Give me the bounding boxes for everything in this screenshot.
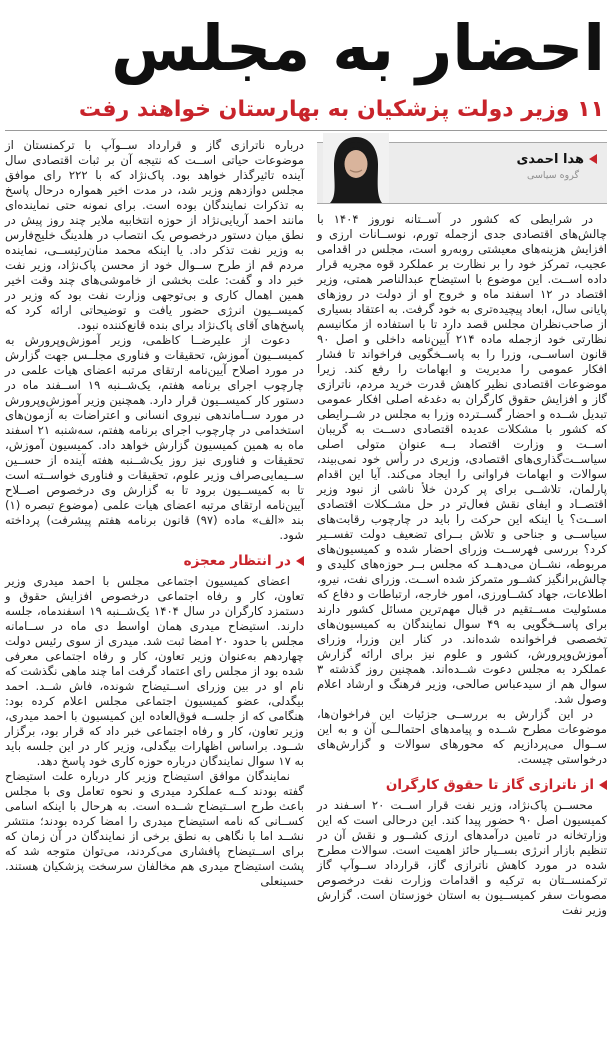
header-divider xyxy=(5,130,607,131)
article-paragraph: نمایندگان موافق استیضاح وزیر کار درباره علت استیضاح گفته بودند کــه عملکرد میدری و نحوه تعامل وی با مجلس باعث طرح اســتیضاح شــده است. به هرحال با اینکه اسامی کســانی که نامه استیضاح میدری را امضا کرده بودند؛ منتشر نشــد اما با نگاهی به نطق برخی از نمایندگان در آن زمان که برای اســتیضاح پافشاری می‌کردند، می‌توان متوجه شد که پشت استیضاح میدری هم مخالفان سرسخت پزشکیان هستند. حسینعلی xyxy=(5,768,304,888)
headline: احضار به مجلس xyxy=(111,12,605,85)
article-paragraph: در این گزارش به بررســی جزئیات این فراخوان‌ها، موضوعات مطرح شــده و پیامدهای احتمالــی آن و به این ســوال می‌پردازیم که محورهای سوالات و گزارش‌های درخواستی چیست. xyxy=(316,706,607,766)
author-photo xyxy=(323,133,389,203)
author-role: گروه سیاسی xyxy=(527,169,579,181)
section-marker-icon xyxy=(599,780,607,790)
article-paragraph: اعضای کمیسیون اجتماعی مجلس با احمد میدری وزیر تعاون، کار و رفاه اجتماعی درخصوص افزایش حقوق و دستمزد کارگران در سال ۱۴۰۴ یک‌شــنبه ۱۹ اسفندماه، جلسه دارند. استیضاح میدری همان اواسط دی ماه در ســامانه مجلس با حدود ۲۰ امضا ثبت شد. میدری از سوی رئیس دولت چهاردهم به‌عنوان وزیر تعاون، کار و رفاه اجتماعی معرفی شده بود از مجلس رای اعتماد گرفت اما چند ماهی نگذشت که نام او در بین وزرای اســتیضاح شونده، فاش شــد. احمد بیگدلی، عضو کمیسیون اجتماعی مجلس اعلام کرده بود: هنگامی که از جلســه فوق‌العاده این کمیسیون با احمد میدری، وزیر تعاون، کار و رفاه اجتماعی خبر داد که قرار بود، برگزار شــود. براساس اظهارات بیگدلی، وزیر کار در این جلسه باید به ۱۷ سوال نمایندگان درباره حوزه کاری خود پاسخ دهد. xyxy=(5,573,304,768)
article-paragraph: محســن پاک‌نژاد، وزیر نفت قرار اســت ۲۰ اسـفند در کمیسیون اصل ۹۰ حضور پیدا کند. این درحالی است که این وزارتخانه در تامین درآمدهای ارزی کشــور و نقش آن در تنظیم بازار انرژی بســیار حائز اهمیت است. سوالات مطرح شده در مورد کاهش ناترازی گاز، قرارداد ســوآپ گاز ترکمنســتان به ترکیه و اقدامات وزارت نفت درخصوص مصوبات سفر کمیســیون به استان خوزستان است. گزارش وزیر نفت xyxy=(316,797,607,917)
article-paragraph: دعوت از علیرضــا کاظمی، وزیر آموزش‌وپرورش به کمیســیون آموزش، تحقیقات و فناوری مجلــس جهت گزارش در مورد اصلاح آیین‌نامه ارتقای مرتبه اعضای هیات علمی در چارچوب اجرای برنامه هفتم، یک‌شــنبه ۱۹ اســفند ماه در دستور کار کمیســیون قرار دارد. همچنین وزیر آموزش‌وپرورش در مورد ســاماندهی نیروی انسانی و اعتراضات به آزمون‌های استخدامی در چارچوب اجرای برنامه هفتم، سه‌شنبه ۲۱ اسفند ماه به همین کمیسیون گزارش خواهد داد. کمیسیون آموزش، تحقیقات و فناوری نیز روز یک‌شــنبه هفته آینده از حســین ســیمایی‌صراف وزیر علوم، تحقیقات و فناوری خواســته است تا به کمیســیون برود تا به گزارش وی درخصوص اصــلاح آیین‌نامه ارتقای مرتبه اعضای هیات علمی (موضوع تبصره (۱) بند «الف» ماده (۹۷) قانون برنامه هفتم پیشرفت) پرداخته شود. xyxy=(5,332,304,542)
column-right xyxy=(317,138,607,918)
section-header xyxy=(317,777,607,793)
article-paragraph: درباره ناترازی گاز و قرارداد ســوآپ با ترکمنستان از موضوعات حیاتی اســت که نتیجه آن بر ثبات اقتصادی سال آینده تاثیرگذار خواهد بود. پاک‌نژاد که با ۲۲۲ رای موافق مجلس دوازدهم وزیر شد، در مدت اخیر همواره درحال پاسخ به تذکرات نمایندگان بوده است. برای نمونه حتی نماینده‌ای مانند احمد آریایی‌نژاد از حوزه انتخابیه ملایر چند روز پیش در نطق میان دستور درخصوص یک انتصاب در هلدینگ خلیج‌فارس به وزیر نفت تذکر داد. یا اینکه محمد منان‌رئیســی، نماینده مردم قم از طرح ســوال خود از محسن پاک‌نژاد، وزیر نفت خبر داد و گفت: علت بخشی از خاموشی‌های چند وقت اخیر همین اهمال کاری و بی‌توجهی وزارت نفت بود که وزیر در کمیســیون انرژی حضور یافت و توضیحاتی ارائه کرد که پاسخ‌های آقای پاک‌نژاد برای بنده قانع‌کننده نبود. xyxy=(5,137,304,332)
article-paragraph: در شرایطی که کشور در آســتانه نوروز ۱۴۰۴ با چالش‌های اقتصادی جدی ازجمله تورم، نوســانات ارزی و افزایش هزینه‌های معیشتی روبه‌رو است، مجلس در اقدامی عجیب، تمرکز خود را بر نظارت بر عملکرد قوه مجریه قرار داده اســت. این موضوع با استیضاح عبدالناصر همتی، وزیر اقتصاد در ۱۲ اسفند ماه و خروج او از دولت در روزهای پایانی سال، ابعاد پیچیده‌تری به خود گرفت. به اعتقاد بسیاری از صاحب‌نظران مجلس قصد دارد تا با استفاده از مکانیسم نظارتی خود ازجمله ماده ۲۱۴ آیین‌نامه داخلی و اصل ۹۰ قانون اساســی، وزرا را به پاســخگویی فراخواند تا فشار افکار عمومی را مدیریت و ابهامات را رفع کند. زیرا موضوعات اقتصادی نظیر کاهش قدرت خرید مردم، ناترازی گاز و افزایش حقوق کارگران به دغدغه اصلی افکار عمومی تبدیل شــده و احضار گســترده وزرا به مجلس در شــرایطی که کشور با مشکلات عدیده اقتصادی دســت به گریبان اســت و وزارت اقتصاد بــه عنوان متولی اصلی سیاســت‌گذاری‌های اقتصادی، وزیری در رأس خود نمی‌بیند، سوالات و ابهامات فراوانی را ایجاد می‌کند. آیا این اقدام پارلمان، تلاشــی برای پر کردن خلأ ناشی از نبود وزیر اقتصــاد و ایفای نقش فعال‌تر در حل مشــکلات اقتصادی اســت؟ یا اینکه این حرکت را باید در چارچوب رقابت‌های سیاســی و جناحی و تلاش بــرای تضعیف دولت تفســیر کرد؟ بررسی فهرســت وزرای احضار شده و کمیسیون‌های مربوطه، نشــان می‌دهــد که مجلس بــر حوزه‌های کلیدی و چالش‌برانگیز کشــور متمرکز شده اســت. وزرای نفت، نیرو، اطلاعات، جهاد کشــاورزی، امور خارجه، ارتباطات و دفاع که مسئولیت مســتقیم در قبال مهم‌ترین مسائل کشور دارند برای پاســخگویی به ۴۹ سوال نمایندگان به کمیسیون‌های تخصصی فراخوانده شده‌اند. در کنار این وزرا، وزرای آموزش‌وپرورش، کشور و علوم نیز برای ارائه گزارش عملکرد به مجلس دعوت شــده‌اند. همچنین روز گذشته ۳ سوال هم از سیدعباس صالحی، وزیر فرهنگ و ارشاد اعلام وصول شد. xyxy=(316,211,607,706)
section-header xyxy=(5,553,304,569)
subtitle: ۱۱ وزیر دولت پزشکیان به بهارستان خواهند رفت xyxy=(78,96,604,122)
author-name: هدا احمدی xyxy=(516,151,584,167)
article-columns xyxy=(5,138,607,918)
section-title: در انتظار معجزه xyxy=(183,552,291,569)
section-title: از ناترازی گاز تا حقوق کارگران xyxy=(385,776,594,793)
section-marker-icon xyxy=(296,556,304,566)
author-portrait-image xyxy=(323,133,389,203)
author-marker-icon xyxy=(589,154,597,164)
author-box xyxy=(317,142,607,204)
column-left xyxy=(5,138,304,889)
